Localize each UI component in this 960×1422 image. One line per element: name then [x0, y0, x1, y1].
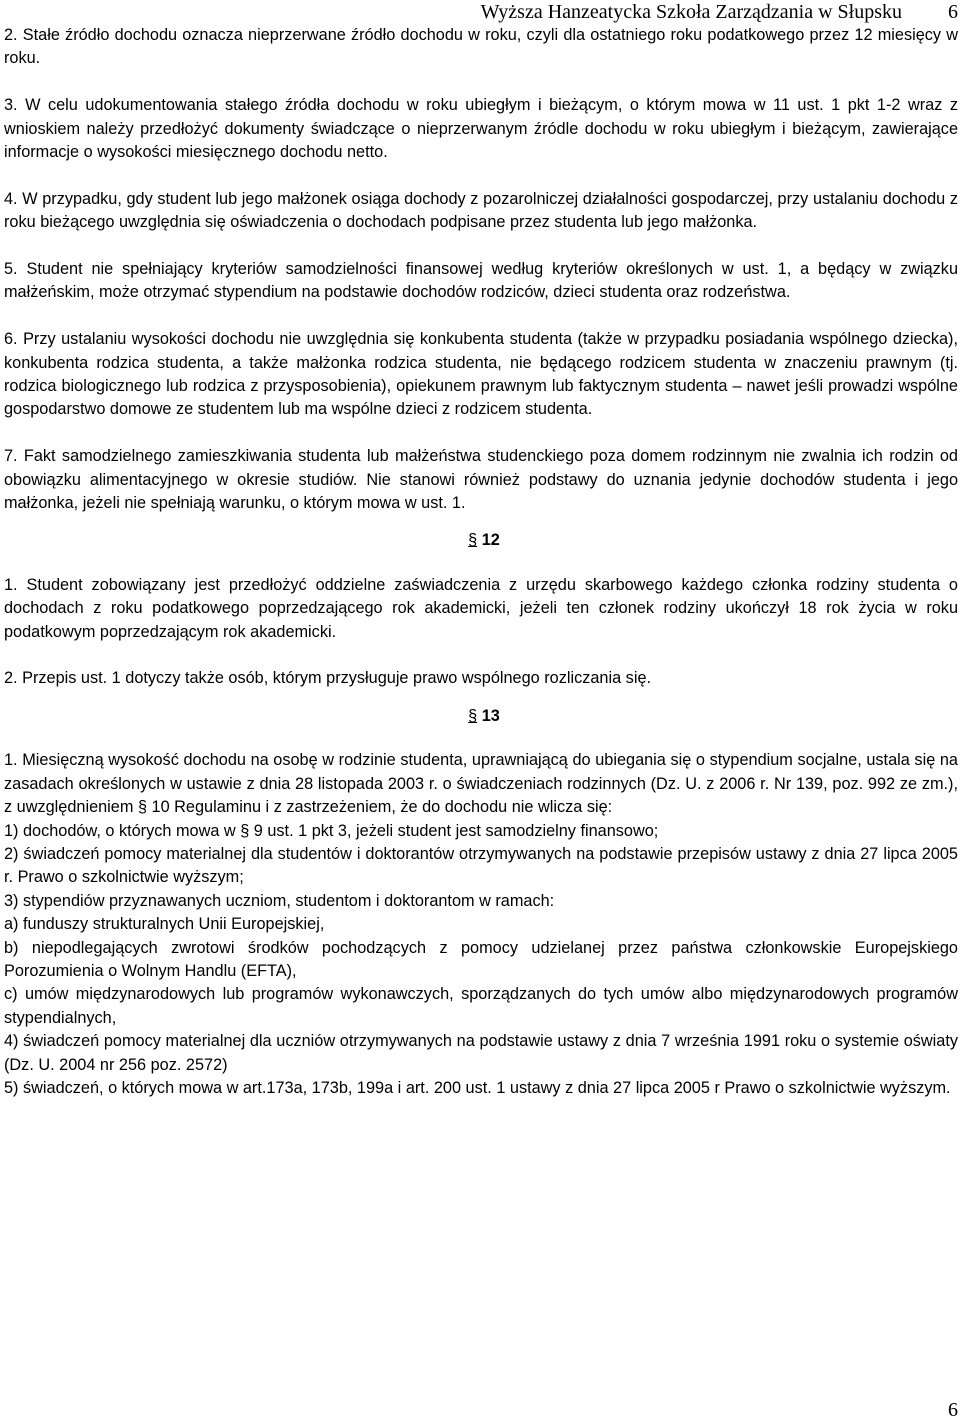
document-body: [4, 24, 958, 1100]
list-item: 1) dochodów, o których mowa w § 9 ust. 1 pkt 3, jeżeli student jest samodzielny finansowo;: [4, 821, 659, 840]
header-page-number: 6: [948, 1, 958, 23]
paragraph-3: 3. W celu udokumentowania stałego źródła dochodu w roku ubiegłym i bieżącym, o którym mowa w 11 ust. 1 pkt 1-2 wraz z wnioskiem należy przedłożyć dokumenty świadczące o nieprzerwanym źródle dochodu w roku ubiegłym i bieżącym, zawierające informacje o wysokości miesięcznego dochodu netto.: [4, 96, 958, 162]
list-item: 2) świadczeń pomocy materialnej dla studentów i doktorantów otrzymywanych na podstawie przepisów ustawy z dnia 27 lipca 2005 r. Prawo o szkolnictwie wyższym;: [4, 844, 958, 887]
section-heading-13: [4, 705, 958, 728]
list-item: 5) świadczeń, o których mowa w art.173a, 173b, 199a i art. 200 ust. 1 ustawy z dnia 27 lipca 2005 r Prawo o szkolnictwie wyższym.: [4, 1078, 951, 1097]
list-item: b) niepodlegających zwrotowi środków pochodzących z pomocy udzielanej przez państwa członkowskie Europejskiego Porozumienia o Wolnym Handlu (EFTA),: [4, 938, 958, 980]
list-item: 4) świadczeń pomocy materialnej dla uczniów otrzymywanych na podstawie ustawy z dnia 7 września 1991 roku o systemie oświaty (Dz. U. 2004 nr 256 poz. 2572): [4, 1032, 958, 1074]
section-number: 13: [481, 706, 500, 725]
paragraph-4: 4. W przypadku, gdy student lub jego małżonek osiąga dochody z pozarolniczej działalności gospodarczej, przy ustalaniu dochodu z roku bieżącego uwzględnia się oświadczenia o dochodach podpisane przez studenta lub jego małżonka.: [4, 189, 958, 232]
paragraph-6: 6. Przy ustalaniu wysokości dochodu nie uwzględnia się konkubenta studenta (także w przypadku posiadania wspólnego dziecka), konkubenta rodzica studenta, a także małżonka rodzica studenta, nie będącego rodzicem studenta w znaczeniu prawnym (tj. rodzica biologicznego lub rodzica z przysposobienia), opiekunem prawnym lub faktycznym studenta – nawet jeśli prowadzi wspólne gospodarstwo domowe ze studentem lub ma wspólne dzieci z rodzicem studenta.: [4, 330, 958, 419]
footer-page-number: 6: [948, 1399, 958, 1421]
page-header: [0, 0, 960, 24]
list-item: c) umów międzynarodowych lub programów wykonawczych, sporządzanych do tych umów albo międzynarodowych programów stypendialnych,: [4, 985, 958, 1027]
section-sign: §: [468, 706, 478, 725]
section-13-intro: 1. Miesięczną wysokość dochodu na osobę w rodzinie studenta, uprawniającą do ubiegania się o stypendium socjalne, ustala się na zasadach określonych w ustawie z dnia 28 listopada 2003 r. o świadczeniach rodzinnych (Dz. U. z 2006 r. Nr 139, poz. 992 ze zm.), z uwzględnieniem § 10 Regulaminu i z zastrzeżeniem, że do dochodu nie wlicza się:: [4, 751, 958, 817]
paragraph-2: 2. Stałe źródło dochodu oznacza nieprzerwane źródło dochodu w roku, czyli dla ostatniego roku podatkowego przez 12 miesięcy w roku.: [4, 26, 958, 68]
section-number: 12: [481, 531, 500, 550]
paragraph-7: 7. Fakt samodzielnego zamieszkiwania studenta lub małżeństwa studenckiego poza domem rodzinnym nie zwalnia ich rodzin od obowiązku alimentacyjnego w okresie studiów. Nie stanowi również podstawy do uznania jedynie dochodów studenta i jego małżonka, jeżeli nie spełniają warunku, o którym mowa w ust. 1.: [4, 447, 958, 513]
section-12-paragraph-2: 2. Przepis ust. 1 dotyczy także osób, którym przysługuje prawo wspólnego rozliczania się.: [4, 669, 652, 688]
section-12-paragraph-1: 1. Student zobowiązany jest przedłożyć oddzielne zaświadczenia z urzędu skarbowego każdego członka rodziny studenta o dochodach z roku podatkowego poprzedzającego rok akademicki, jeżeli ten członek rodziny ukończył 18 rok życia w roku podatkowym poprzedzającym rok akademicki.: [4, 575, 958, 641]
header-title: Wyższa Hanzeatycka Szkoła Zarządzania w Słupsku: [480, 1, 902, 23]
list-item: a) funduszy strukturalnych Unii Europejskiej,: [4, 915, 325, 934]
list-item: 3) stypendiów przyznawanych uczniom, studentom i doktorantom w ramach:: [4, 891, 555, 910]
section-heading-12: [4, 529, 958, 552]
paragraph-5: 5. Student nie spełniający kryteriów samodzielności finansowej według kryteriów określonych w ust. 1, a będący w związku małżeńskim, może otrzymać stypendium na podstawie dochodów rodziców, dzieci studenta oraz rodzeństwa.: [4, 260, 958, 302]
section-sign: §: [468, 531, 478, 550]
